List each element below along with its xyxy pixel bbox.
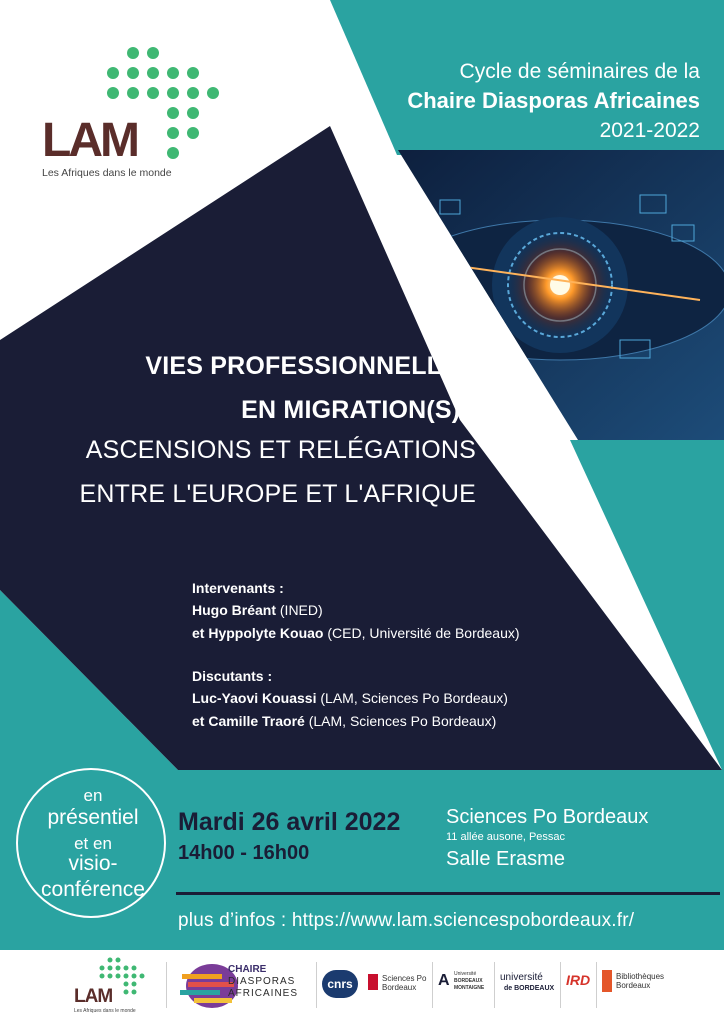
format-badge-line-3: et en xyxy=(74,834,112,853)
ubx-text-1: université xyxy=(500,972,543,983)
divider xyxy=(176,892,720,895)
biblio-mark-icon xyxy=(602,970,612,992)
speaker-name: et Camille Traoré xyxy=(192,713,305,729)
intervenant-1 xyxy=(192,602,323,618)
cycle-line-2: Chaire Diasporas Africaines xyxy=(407,88,700,113)
logo-separator xyxy=(596,962,597,1008)
format-badge-line-4: visio- xyxy=(68,852,118,875)
lam-logo-text: LAM xyxy=(42,114,137,167)
event-address: 11 allée ausone, Pessac xyxy=(446,831,566,843)
footer-lam-logo xyxy=(74,956,154,1016)
speaker-name: et Hyppolyte Kouao xyxy=(192,625,324,641)
montaigne-text-1: Université xyxy=(454,971,477,977)
logo-separator xyxy=(432,962,433,1008)
chaire-text-3: AFRICAINES xyxy=(228,988,299,999)
event-room: Salle Erasme xyxy=(446,848,565,870)
format-badge xyxy=(16,768,166,918)
biblio-text-2: Bordeaux xyxy=(616,981,651,990)
speaker-affiliation: (CED, Université de Bordeaux) xyxy=(327,625,520,641)
title-line-1: VIES PROFESSIONNELLES xyxy=(145,352,476,380)
speaker-name: Luc-Yaovi Kouassi xyxy=(192,690,317,706)
montaigne-text-3: MONTAIGNE xyxy=(454,985,485,991)
intervenants-heading: Intervenants : xyxy=(192,580,284,596)
lam-logo xyxy=(40,45,240,185)
scpo-text-1: Sciences Po xyxy=(382,974,427,983)
speaker-name: Hugo Bréant xyxy=(192,602,276,618)
speaker-affiliation: (INED) xyxy=(279,602,323,618)
montaigne-text-2: BORDEAUX xyxy=(454,978,483,984)
logo-separator xyxy=(560,962,561,1008)
event-time: 14h00 - 16h00 xyxy=(178,842,310,864)
scpo-mark-icon xyxy=(368,974,378,990)
format-badge-line-2: présentiel xyxy=(47,806,139,829)
partner-logos xyxy=(0,950,724,1024)
speaker-affiliation: (LAM, Sciences Po Bordeaux) xyxy=(320,690,508,706)
title-line-2: EN MIGRATION(S) : xyxy=(241,396,476,424)
more-info-link[interactable]: plus d’infos : https://www.lam.sciencespobordeaux.fr/ xyxy=(178,910,635,931)
scpo-text-2: Bordeaux xyxy=(382,983,417,992)
montaigne-mark-icon: A xyxy=(438,972,450,989)
ubx-text-2: de BORDEAUX xyxy=(504,985,555,992)
ird-logo: IRD xyxy=(566,972,591,988)
title-line-4: ENTRE L'EUROPE ET L'AFRIQUE xyxy=(79,480,476,508)
footer-lam-tagline: Les Afriques dans le monde xyxy=(74,1008,136,1014)
cnrs-logo: cnrs xyxy=(322,970,358,998)
logo-separator xyxy=(494,962,495,1008)
intervenant-2 xyxy=(192,625,520,641)
event-venue: Sciences Po Bordeaux xyxy=(446,806,649,828)
chaire-text-1: CHAIRE xyxy=(228,964,267,975)
chaire-text-2: DIASPORAS xyxy=(228,976,296,987)
speaker-affiliation: (LAM, Sciences Po Bordeaux) xyxy=(308,713,497,729)
cycle-line-1: Cycle de séminaires de la xyxy=(459,60,700,83)
biblio-text-1: Bibliothèques xyxy=(616,972,665,981)
title-line-3: ASCENSIONS ET RELÉGATIONS xyxy=(85,436,476,464)
discutant-1 xyxy=(192,690,508,706)
footer-lam-text: LAM xyxy=(74,986,113,1007)
logo-separator xyxy=(166,962,167,1008)
format-badge-line-5: conférence xyxy=(41,878,145,901)
discutant-2 xyxy=(192,713,496,729)
lam-logo-tagline: Les Afriques dans le monde xyxy=(42,167,172,179)
format-badge-line-1: en xyxy=(83,786,103,805)
footer-chaire-logo xyxy=(178,954,308,1018)
discutants-heading: Discutants : xyxy=(192,668,273,684)
cycle-year: 2021-2022 xyxy=(599,119,700,142)
logo-separator xyxy=(316,962,317,1008)
event-date: Mardi 26 avril 2022 xyxy=(178,808,401,836)
